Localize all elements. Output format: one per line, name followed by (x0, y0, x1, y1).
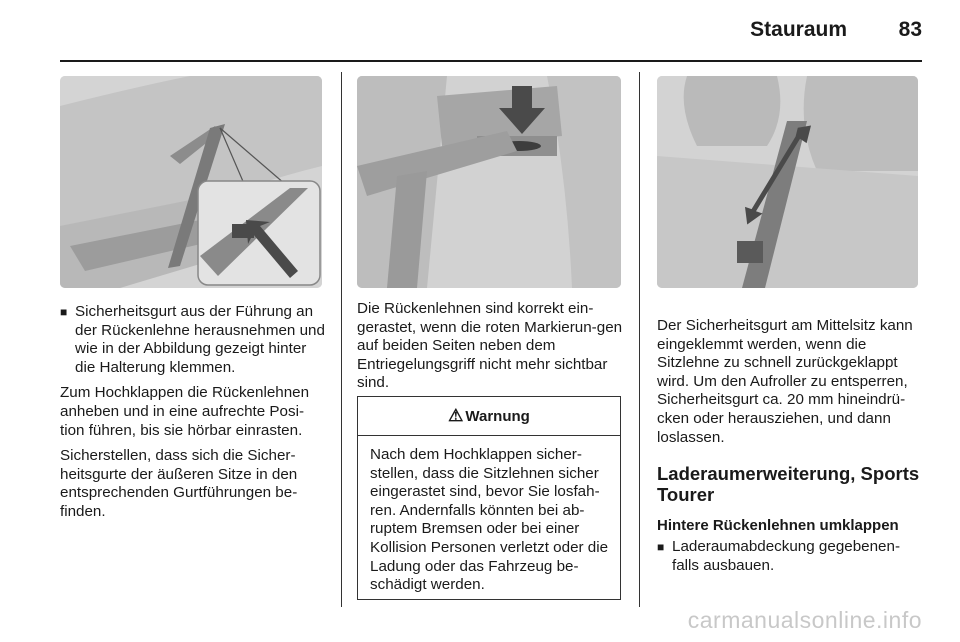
figure-belt-guide (60, 76, 322, 288)
bullet-text: Sicherheitsgurt aus der Führung an der Rückenlehne herausnehmen und wie in der Abbildung gezeigt hinter die Halterung klemmen. (75, 303, 325, 376)
center-belt-illustration (657, 76, 918, 288)
section-heading: Laderaumerweiterung, Sports Tourer (657, 463, 920, 506)
figure-release-handle (357, 76, 621, 288)
column-divider-2 (639, 72, 640, 607)
paragraph: Zum Hochklappen die Rückenlehnen anheben und in eine aufrechte Posi-tion führen, bis sie hörbar einrasten. (60, 384, 310, 439)
subsection-heading: Hintere Rückenlehnen umklappen (657, 517, 899, 535)
bullet-square-icon: ■ (60, 305, 68, 319)
belt-guide-illustration (60, 76, 322, 288)
bullet-text: Laderaumabdeckung gegebenen-falls ausbauen. (672, 538, 900, 574)
column-2-text (357, 300, 625, 400)
header-rule (60, 60, 922, 62)
figure-center-belt (657, 76, 918, 288)
column-1-text (60, 303, 326, 529)
paragraph: Der Sicherheitsgurt am Mittelsitz kann eingeklemmt werden, wenn die Sitzlehne zu schnell zurückgeklappt wird. Um den Aufroller zu entsperren, Sicherheitsgurt ca. 20 mm hineindrü-cken oder herausziehen, und dann loslassen. (657, 317, 913, 446)
paragraph: Die Rückenlehnen sind korrekt ein-gerastet, wenn die roten Markierun-gen auf beiden Seiten neben dem Entriegelungsgriff nicht mehr sichtbar sind. (357, 300, 623, 392)
list-item (60, 303, 326, 377)
warning-header (358, 397, 620, 436)
column-divider-1 (341, 72, 342, 607)
bullet-square-icon: ■ (657, 540, 665, 555)
page-header (0, 0, 960, 62)
page-title: Stauraum (750, 18, 847, 41)
page-number: 83 (898, 18, 922, 41)
release-handle-illustration (357, 76, 621, 288)
paragraph: Sicherstellen, dass sich die Sicher-heitsgurte der äußeren Sitze in den entsprechenden Gurtführungen be-finden. (60, 447, 298, 520)
watermark: carmanualsonline.info (687, 607, 922, 633)
warning-box (357, 396, 621, 600)
warning-body: Nach dem Hochklappen sicher-stellen, dass die Sitzlehnen sicher eingerastet sind, bevor Sie losfah-ren. Andernfalls könnten bei ab-ruptem Bremsen oder bei einer Kollision Personen verletzt oder die Ladung oder das Fahrzeug be-schädigt werden. (370, 446, 609, 594)
warning-triangle-icon: ⚠ (448, 406, 464, 425)
list-item (657, 538, 921, 575)
warning-title: Warnung (465, 407, 530, 425)
column-3-text (657, 317, 921, 582)
